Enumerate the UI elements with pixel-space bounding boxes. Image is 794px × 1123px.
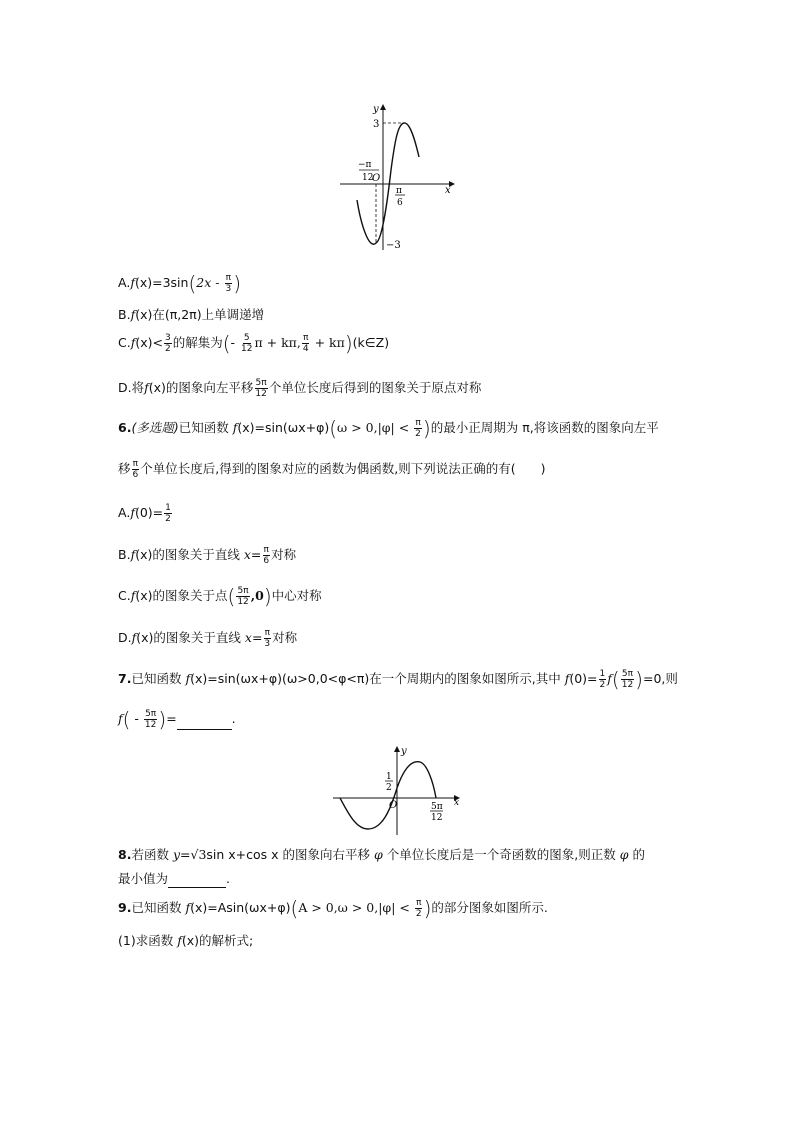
func-name: f [130,505,135,520]
func-name: f [185,671,191,686]
fraction: $\frac{5\pi}{12}$ [255,378,267,399]
fraction: $\frac{\pi}{6}$ [263,545,270,566]
func-name: f [131,630,137,645]
fraction: $\frac{\pi}{3}$ [264,628,271,649]
fraction: $\frac{1}{2}$ [599,669,606,690]
func-name: f [118,711,123,726]
q5-option-a[interactable] [118,273,241,294]
paren-close: ) [233,271,241,296]
func-name: f [564,671,570,686]
q8-stem-line2 [118,870,230,888]
fraction: $\frac{1}{2}$ [165,503,171,524]
equals: = [251,630,263,645]
func-name: f [130,547,136,562]
question-tag: (多选题) [131,420,179,435]
fraction: $\frac{\pi}{2}$ [415,898,422,919]
func-def: (x)=Asin(ωx+φ) [190,900,291,915]
func-name: f [130,307,136,322]
variable: φ [619,847,629,862]
fraction: $\frac{5}{12}$ [241,333,253,354]
fraction: $\frac{5\pi}{12}$ [144,709,157,730]
option-text: (x)的图象关于直线 [135,547,244,562]
stem-text: sin x+cos x 的图象向右平移 [206,847,375,862]
func-def: (x)=sin(ωx+φ)(ω>0,0<φ<π)在一个周期内的图象如图所示,其中 [190,671,565,686]
condition: A > 0,ω > 0,|φ| < [298,900,414,915]
func-name: f [232,420,238,435]
option-label: B. [118,547,131,562]
x-pos-den: 6 [397,198,403,208]
func-expr: (0)= [569,671,598,686]
option-label: C. [118,588,131,603]
paren-close: ) [158,707,167,732]
stem-text: 的 [628,847,645,862]
option-text: (x)的图象向左平移 [148,380,254,395]
q5-option-b[interactable] [118,306,264,324]
y-axis-arrow [394,746,400,752]
x-axis-label: x [454,798,460,808]
stem-text: 最小值为 [118,871,169,886]
func-name: f [185,900,191,915]
func-expr: (x)< [135,335,163,350]
func-name: f [607,671,612,686]
variable: x [244,630,252,645]
paren-open: ( [611,667,620,692]
answer-blank[interactable] [177,717,232,730]
option-text: (x)在(π,2π)上单调递增 [135,307,265,322]
func-name: f [130,335,136,350]
variable: φ [374,847,383,862]
period: . [226,871,230,886]
paren-close: ) [263,584,272,609]
paren-open: ( [227,584,236,609]
stem-text: 的部分图象如图所示. [431,900,548,915]
stem-text: (x)的解析式; [181,933,254,948]
option-text: 个单位长度后得到的图象关于原点对称 [268,380,482,395]
option-label: A. [118,505,131,520]
option-text: 中心对称 [271,588,322,603]
option-text: 的解集为 [172,335,223,350]
y-half-den: 2 [386,783,392,793]
q6-option-a[interactable] [118,503,173,524]
x-tick-num: 5π [431,802,443,812]
stem-text: 已知函数 [178,420,233,435]
func-name: f [177,933,182,948]
fraction: $\frac{\pi}{4}$ [302,333,309,354]
origin-label: O [372,173,381,184]
x-tick-den: 12 [431,813,443,823]
question-number: 7. [118,671,132,686]
func-arg: 2x - [196,275,224,290]
sign: - [130,711,143,726]
func-name: f [130,275,135,290]
x-pos-num: π [396,186,402,196]
answer-blank[interactable] [168,875,226,888]
option-label: B. [118,307,131,322]
option-text: 对称 [271,547,297,562]
func-name: f [144,380,149,395]
equals: = [166,711,177,726]
paren-close: ) [344,331,353,356]
paren-close: ) [423,896,432,921]
option-label: A. [118,275,131,290]
paren-close: ) [422,416,431,441]
sign: - [230,335,240,350]
variable: x [243,547,251,562]
q7-stem-line1 [118,669,678,690]
stem-text: 个单位长度后,得到的图象对应的函数为偶函数,则下列说法正确的有( ) [140,461,546,476]
paren-open: ( [122,707,131,732]
fraction: $\frac{\pi}{3}$ [225,273,232,294]
q9-stem-line1 [118,898,548,919]
option-text: (x)的图象关于点 [135,588,228,603]
stem-text: 移 [118,461,131,476]
point-y: ,0 [250,588,264,603]
q6-stem-line1 [118,418,659,439]
condition: (k∈Z) [352,335,390,350]
y-axis-label: y [401,746,407,757]
question-number: 6. [118,420,132,435]
stem-text: 已知函数 [131,671,186,686]
interval-right: + kπ [310,335,345,350]
stem-text: 个单位长度后是一个奇函数的图象,则正数 [382,847,620,862]
x-axis-label: x [445,185,451,196]
y-axis-label: y [373,104,379,115]
condition: ω > 0,|φ| < [337,420,414,435]
q5-option-d[interactable] [118,378,481,399]
question-number: 8. [118,847,132,862]
stem-text: =0,则 [642,671,678,686]
q8-stem-line1 [118,846,645,864]
paren-open: ( [188,271,197,296]
figure-sine-graph-2 [330,743,465,838]
option-text: (x)的图象关于直线 [136,630,245,645]
y-min-label: −3 [386,240,401,251]
stem-text: 已知函数 [131,900,186,915]
q6-option-d[interactable] [118,628,297,649]
fraction: $\frac{\pi}{2}$ [415,418,421,439]
paren-close: ) [635,667,643,692]
sqrt-three: √3 [190,847,207,862]
variable: y [172,847,180,862]
func-expr: (x)=3sin [134,275,189,290]
fraction: $\frac{3}{2}$ [164,333,171,354]
paren-open: ( [222,331,231,356]
x-neg-num: −π [358,160,372,170]
func-expr: (0)= [134,505,164,520]
period: . [231,711,236,726]
figure-sine-graph-1 [335,100,460,255]
func-def: (x)=sin(ωx+φ) [237,420,330,435]
q6-option-c[interactable] [118,586,322,607]
stem-text: (1)求函数 [118,933,178,948]
q6-stem-line2 [118,459,545,480]
paren-open: ( [329,416,338,441]
q5-option-c[interactable] [118,333,389,354]
x-neg-den: 12 [362,173,374,183]
fraction: $\frac{5\pi}{12}$ [237,586,249,607]
y-max-label: 3 [373,119,380,130]
fraction: $\frac{5\pi}{12}$ [621,669,634,690]
paren-open: ( [290,896,299,921]
equals: = [180,847,191,862]
origin-label: O [389,800,398,811]
y-axis-arrow [380,104,386,110]
q6-option-b[interactable] [118,545,296,566]
option-text: 对称 [272,630,298,645]
question-number: 9. [118,900,132,915]
option-label: D. [118,630,132,645]
option-label: C. [118,335,131,350]
option-label: D.将 [118,380,145,395]
y-half-num: 1 [386,772,392,782]
q7-stem-line2 [118,709,236,730]
interval-left: π + kπ, [254,335,301,350]
fraction: $\frac{\pi}{6}$ [132,459,139,480]
equals: = [250,547,262,562]
func-name: f [130,588,136,603]
stem-text: 若函数 [131,847,173,862]
q9-part1 [118,932,253,950]
stem-text: 的最小正周期为 π,将该函数的图象向左平 [430,420,659,435]
